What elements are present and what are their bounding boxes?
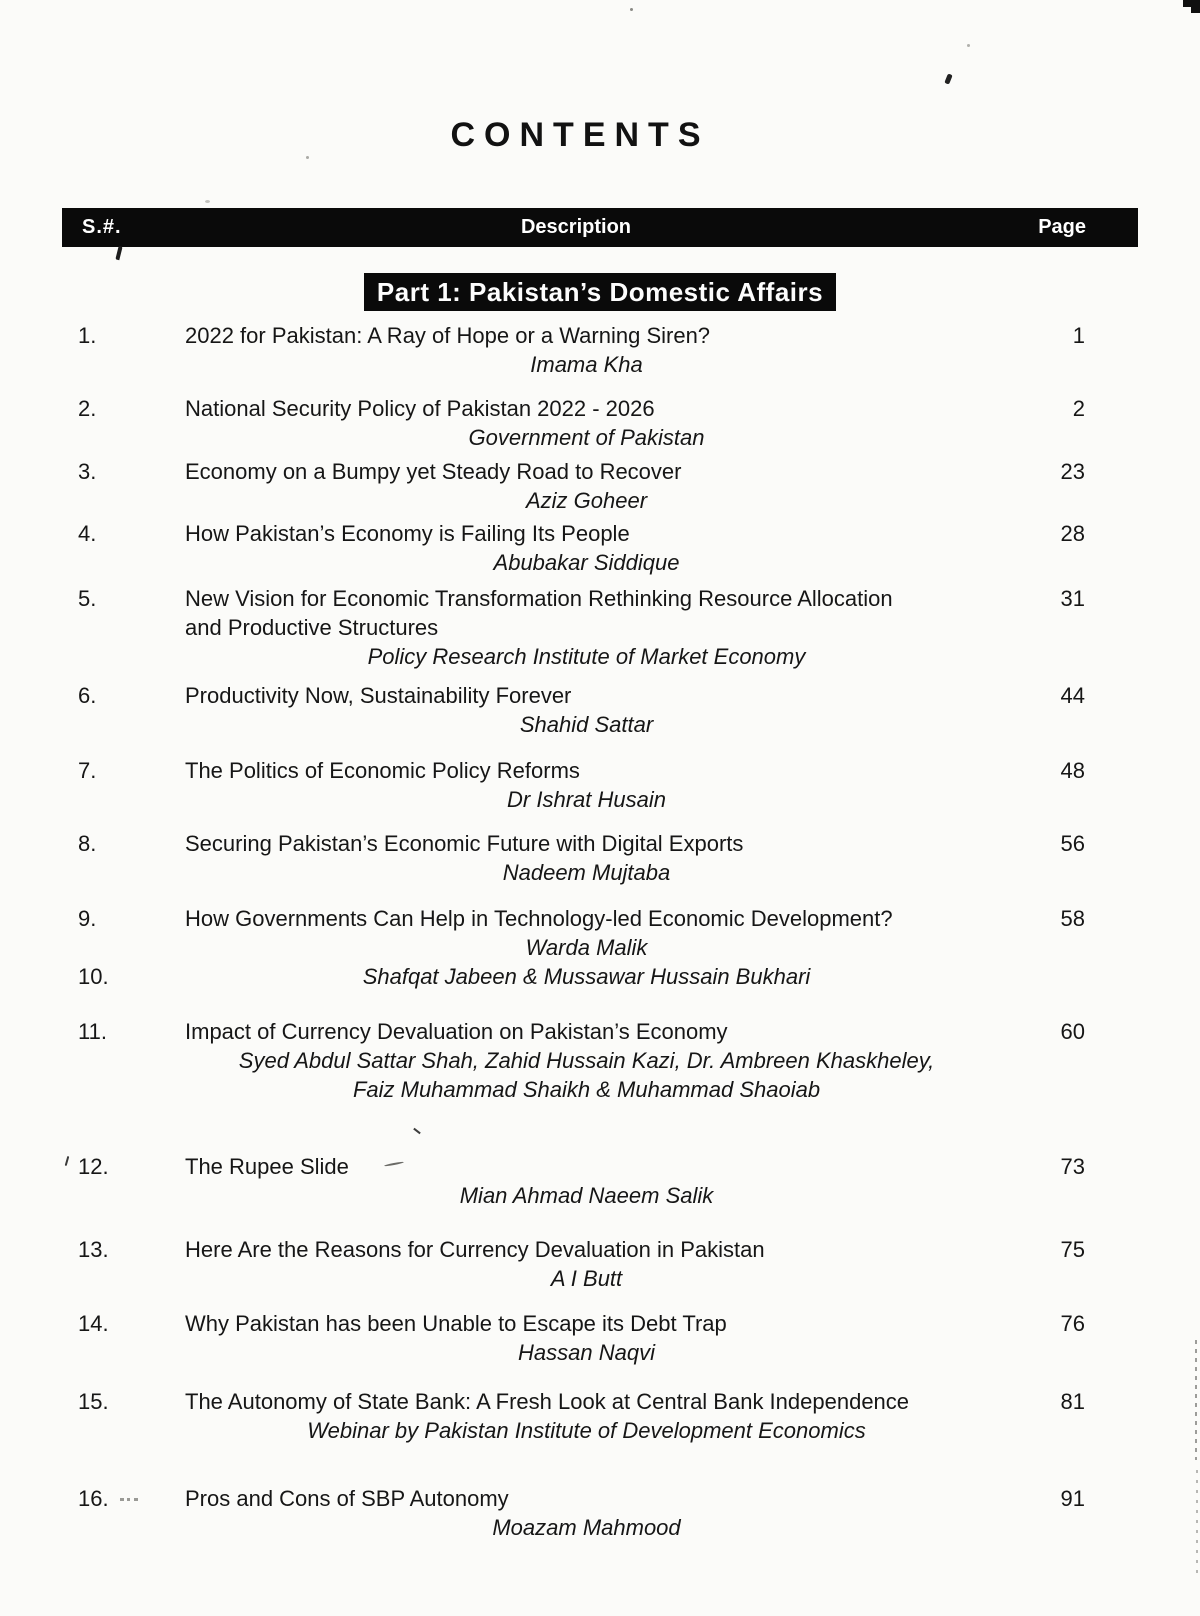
toc-entry-2	[62, 394, 1138, 452]
entry-author: A I Butt	[550, 1266, 623, 1291]
entry-title: 2022 for Pakistan: A Ray of Hope or a Warning Siren?	[185, 323, 711, 348]
entry-author: Moazam Mahmood	[492, 1515, 681, 1540]
entry-title: The Autonomy of State Bank: A Fresh Look at Central Bank Independence	[185, 1389, 910, 1414]
scan-artifact-edge-dashes	[1196, 1470, 1198, 1580]
toc-entry-5	[62, 584, 1138, 671]
entry-page: 75	[1060, 1237, 1085, 1262]
entry-number: 12.	[62, 1152, 185, 1181]
entry-number: 7.	[78, 758, 97, 783]
toc-entry-8	[62, 829, 1138, 887]
entry-page: 56	[1060, 831, 1085, 856]
column-header-description: Description	[520, 216, 632, 238]
entry-author: Syed Abdul Sattar Shah, Zahid Hussain Kazi, Dr. Ambreen Khaskheley,	[238, 1048, 935, 1073]
entry-title: Pros and Cons of SBP Autonomy	[185, 1486, 509, 1511]
entry-title-line2: and Productive Structures	[185, 615, 439, 640]
entry-title: National Security Policy of Pakistan 2022 - 2026	[185, 396, 655, 421]
entry-author: Webinar by Pakistan Institute of Development Economics	[307, 1418, 866, 1443]
entry-description	[185, 1235, 988, 1293]
entry-description	[185, 584, 988, 671]
toc-entry-13	[62, 1235, 1138, 1293]
entry-author: Nadeem Mujtaba	[502, 860, 671, 885]
column-header-page: Page	[1038, 216, 1086, 238]
table-header-bar	[62, 208, 1138, 247]
entry-page: 23	[1060, 459, 1085, 484]
entry-author: Dr Ishrat Husain	[507, 787, 666, 812]
entry-author-line2: Faiz Muhammad Shaikh & Muhammad Shaoiab	[352, 1077, 821, 1102]
entry-description	[185, 1309, 988, 1367]
entry-number: 9.	[78, 906, 97, 931]
entry-number: 16.	[62, 1484, 185, 1513]
entry-number: 10.	[78, 964, 109, 989]
entry-title: Why Pakistan has been Unable to Escape its Debt Trap	[185, 1311, 727, 1336]
entry-page: 91	[1060, 1486, 1085, 1511]
entry-page: 44	[1060, 683, 1085, 708]
entry-number: 14.	[78, 1311, 109, 1336]
toc-entry-4	[62, 519, 1138, 577]
scan-artifact-dot	[306, 156, 309, 159]
entry-description	[185, 1387, 988, 1445]
toc-entry-12	[62, 1152, 1138, 1210]
entry-number: 3.	[78, 459, 97, 484]
entry-description	[185, 457, 988, 515]
toc-entry-7	[62, 756, 1138, 814]
entry-number: 6.	[78, 683, 97, 708]
entry-number: 2.	[78, 396, 97, 421]
entry-page: 28	[1060, 521, 1085, 546]
entry-number: 15.	[78, 1389, 109, 1414]
entry-title: Economy on a Bumpy yet Steady Road to Recover	[185, 459, 682, 484]
scan-artifact-smudge	[205, 200, 210, 203]
entry-author: Shafqat Jabeen & Mussawar Hussain Bukhari	[362, 964, 811, 989]
scan-artifact-dot	[967, 44, 970, 47]
toc-entry-14	[62, 1309, 1138, 1367]
column-header-serial: S.#.	[82, 216, 122, 238]
entry-title: New Vision for Economic Transformation Rethinking Resource Allocation	[185, 586, 893, 611]
toc-entry-15	[62, 1387, 1138, 1445]
entry-author: Government of Pakistan	[468, 425, 705, 450]
entry-description	[185, 756, 988, 814]
entry-author: Mian Ahmad Naeem Salik	[459, 1183, 714, 1208]
entry-page: 58	[1060, 906, 1085, 931]
entry-page: 73	[1060, 1154, 1085, 1179]
entry-author: Hassan Naqvi	[518, 1340, 655, 1365]
toc-entry-16	[62, 1484, 1138, 1542]
entry-author: Policy Research Institute of Market Economy	[367, 644, 806, 669]
toc-entry-6	[62, 681, 1138, 739]
entry-description	[185, 681, 988, 739]
entry-page: 76	[1060, 1311, 1085, 1336]
toc-entry-3	[62, 457, 1138, 515]
entry-description	[185, 394, 988, 452]
entry-number: 1.	[78, 323, 97, 348]
entry-page: 60	[1060, 1019, 1085, 1044]
entry-number: 11.	[78, 1019, 107, 1044]
entry-number: 8.	[78, 831, 97, 856]
entry-number: 5.	[78, 586, 97, 611]
entry-description	[185, 519, 988, 577]
entry-description	[185, 904, 988, 962]
entry-page: 81	[1060, 1389, 1085, 1414]
entry-description	[185, 829, 988, 887]
toc-entry-11	[62, 1017, 1138, 1104]
toc-entries	[62, 321, 1138, 1542]
entry-page: 31	[1060, 586, 1085, 611]
toc-entry-9	[62, 904, 1138, 962]
entry-title: The Rupee Slide	[185, 1154, 349, 1179]
entry-description	[185, 1017, 988, 1104]
entry-description	[185, 1484, 988, 1542]
scan-artifact-dot	[630, 8, 633, 11]
entry-description	[185, 321, 988, 379]
entry-description	[185, 1152, 988, 1210]
scan-artifact-corner	[1191, 5, 1200, 13]
entry-title: How Governments Can Help in Technology-led Economic Development?	[185, 906, 893, 931]
entry-author: Imama Kha	[530, 352, 643, 377]
entry-page: 1	[1072, 323, 1085, 348]
scan-artifact-edge-dashes	[1195, 1340, 1197, 1460]
page-title: CONTENTS	[450, 116, 710, 154]
section-heading-row	[0, 273, 1200, 311]
entry-author: Shahid Sattar	[519, 712, 654, 737]
entry-description	[185, 962, 988, 991]
entry-title: Securing Pakistan’s Economic Future with Digital Exports	[185, 831, 744, 856]
entry-page: 2	[1072, 396, 1085, 421]
entry-author: Aziz Goheer	[525, 488, 648, 513]
entry-author: Abubakar Siddique	[493, 550, 680, 575]
section-heading: Part 1: Pakistan’s Domestic Affairs	[364, 273, 836, 311]
entry-title: The Politics of Economic Policy Reforms	[185, 758, 580, 783]
entry-title: Here Are the Reasons for Currency Devaluation in Pakistan	[185, 1237, 765, 1262]
entry-number: 4.	[78, 521, 97, 546]
toc-entry-10	[62, 962, 1138, 991]
entry-title: How Pakistan’s Economy is Failing Its People	[185, 521, 630, 546]
toc-entry-1	[62, 321, 1138, 379]
entry-number: 13.	[78, 1237, 109, 1262]
entry-author: Warda Malik	[525, 935, 648, 960]
entry-page: 48	[1060, 758, 1085, 783]
entry-title: Impact of Currency Devaluation on Pakistan’s Economy	[185, 1019, 728, 1044]
scan-artifact-comma	[115, 246, 122, 261]
entry-title: Productivity Now, Sustainability Forever	[185, 683, 572, 708]
